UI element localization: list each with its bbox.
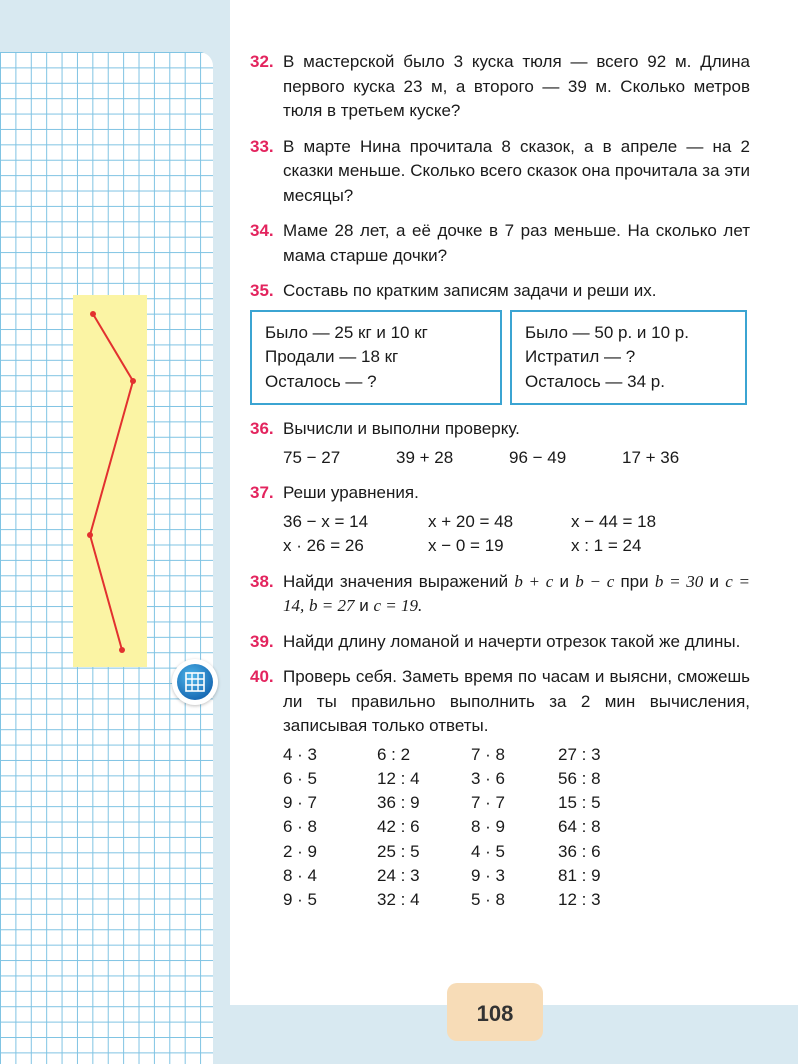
conjunction: и	[559, 571, 570, 591]
broken-line-vertex	[90, 311, 96, 317]
page-number: 108	[447, 983, 543, 1041]
expression: 8 · 9	[471, 817, 506, 837]
grid-icon	[176, 663, 214, 701]
task-35	[250, 279, 750, 304]
note-line: Было — 50 р. и 10 р.	[525, 322, 689, 342]
table-row	[283, 791, 750, 815]
task-text: Найди длину ломаной и начерти отрезок такой же длины.	[283, 631, 741, 651]
table-row	[283, 743, 750, 767]
task-text: Реши уравнения.	[283, 483, 419, 502]
expression: 6 · 5	[283, 768, 318, 788]
task-text-part: при	[620, 571, 649, 591]
task-37	[250, 481, 750, 559]
task-text: Составь по кратким записям задачи и реши их.	[283, 281, 657, 300]
expression: 56 : 8	[558, 768, 601, 788]
table-row	[283, 888, 750, 912]
expression: 9 · 3	[471, 865, 506, 885]
expression: 6 · 8	[283, 817, 318, 837]
expression: 36 : 6	[558, 841, 601, 861]
expression: 2 · 9	[283, 841, 318, 861]
table-row	[283, 767, 750, 791]
task-text: Вычисли и выполни проверку.	[283, 419, 520, 438]
expression: 12 : 3	[558, 890, 601, 910]
expression: 3 · 6	[471, 768, 506, 788]
equation: x − 0 = 19	[428, 536, 504, 555]
table-row	[283, 840, 750, 864]
expression: 96 − 49	[509, 447, 567, 467]
task-number: 38.	[250, 571, 274, 591]
broken-line-vertex	[87, 532, 93, 538]
task-32	[250, 50, 750, 124]
broken-line-card	[73, 295, 147, 667]
expression: 24 : 3	[377, 865, 420, 885]
task-36	[250, 417, 750, 470]
task-text: Маме 28 лет, а её дочке в 7 раз меньше. На сколько лет мама старше дочки?	[283, 221, 750, 265]
task-number: 40.	[250, 667, 274, 686]
expression: 4 · 3	[283, 744, 318, 764]
expressions-row	[283, 446, 750, 471]
expression: 4 · 5	[471, 841, 506, 861]
expression: 6 : 2	[377, 744, 411, 764]
value: b = 27	[308, 596, 355, 615]
expression: b + c	[514, 571, 554, 591]
task-number: 37.	[250, 483, 274, 502]
expression: 25 : 5	[377, 841, 420, 861]
broken-line-vertex	[130, 378, 136, 384]
conjunction: и	[359, 596, 369, 615]
task-number: 36.	[250, 419, 274, 438]
task-text: В марте Нина прочитала 8 сказок, а в апреле — на 2 сказки меньше. Сколько всего сказок она прочитала за эти месяцы?	[283, 136, 750, 205]
task-text	[283, 570, 750, 619]
task-number: 39.	[250, 631, 274, 651]
task-number: 33.	[250, 136, 274, 156]
expression: 9 · 5	[283, 890, 318, 910]
equation: 36 − x = 14	[283, 511, 369, 531]
equation: x + 20 = 48	[428, 511, 514, 531]
task-34	[250, 219, 750, 268]
task-40	[250, 665, 750, 913]
expression: 12 : 4	[377, 768, 420, 788]
note-line: Осталось — 34 р.	[525, 371, 665, 391]
expression: 42 : 6	[377, 817, 420, 837]
equation: x · 26 = 26	[283, 536, 364, 555]
broken-line-drawing	[73, 295, 147, 667]
task-text: Проверь себя. Заметь время по часам и выясни, сможешь ли ты правильно выполнить за 2 мин вычисления, записывая только ответы.	[283, 667, 750, 735]
expression: 27 : 3	[558, 744, 601, 764]
note-line: Осталось — ?	[265, 371, 377, 391]
expression: 7 · 8	[471, 744, 506, 764]
task-text-part: Найди значения выражений	[283, 571, 509, 591]
value: b = 30	[654, 571, 704, 591]
note-line: Продали — 18 кг	[265, 347, 399, 366]
expression: 64 : 8	[558, 817, 601, 837]
equation: x − 44 = 18	[571, 511, 657, 531]
note-line: Было — 25 кг и 10 кг	[265, 322, 428, 342]
expression: 17 + 36	[622, 447, 680, 467]
equation: x : 1 = 24	[571, 536, 642, 555]
grid-icon-button[interactable]	[172, 659, 218, 705]
task-number: 34.	[250, 221, 274, 240]
expression: 75 − 27	[283, 447, 341, 467]
tasks-list	[250, 50, 750, 924]
mental-math-table	[283, 743, 750, 913]
expression: 9 · 7	[283, 793, 318, 813]
task-number: 32.	[250, 52, 274, 71]
expression: 39 + 28	[396, 447, 454, 467]
expression: 8 · 4	[283, 865, 318, 885]
short-notes	[250, 310, 750, 406]
short-note-box-2	[510, 310, 747, 406]
value: c = 19.	[373, 596, 423, 615]
expression: b − c	[575, 571, 615, 591]
table-row	[283, 864, 750, 888]
task-39	[250, 630, 750, 655]
short-note-box-1	[250, 310, 502, 406]
task-text: В мастерской было 3 куска тюля — всего 92 м. Длина первого куска 23 м, а второго — 39 м. Сколько метров тюля в третьем куске?	[283, 52, 750, 120]
task-38	[250, 570, 750, 619]
expression: 5 · 8	[471, 890, 506, 910]
value: c = 14,	[283, 571, 750, 615]
equations-row	[283, 510, 750, 535]
conjunction: и	[709, 571, 720, 591]
expression: 81 : 9	[558, 865, 601, 885]
task-33	[250, 135, 750, 209]
equations-row	[283, 534, 750, 559]
expression: 32 : 4	[377, 890, 420, 910]
note-line: Истратил — ?	[525, 347, 636, 366]
broken-line	[90, 314, 133, 650]
expression: 15 : 5	[558, 793, 601, 813]
task-number: 35.	[250, 281, 274, 300]
expression: 7 · 7	[471, 793, 506, 813]
expression: 36 : 9	[377, 793, 420, 813]
broken-line-vertex	[119, 647, 125, 653]
table-row	[283, 815, 750, 839]
